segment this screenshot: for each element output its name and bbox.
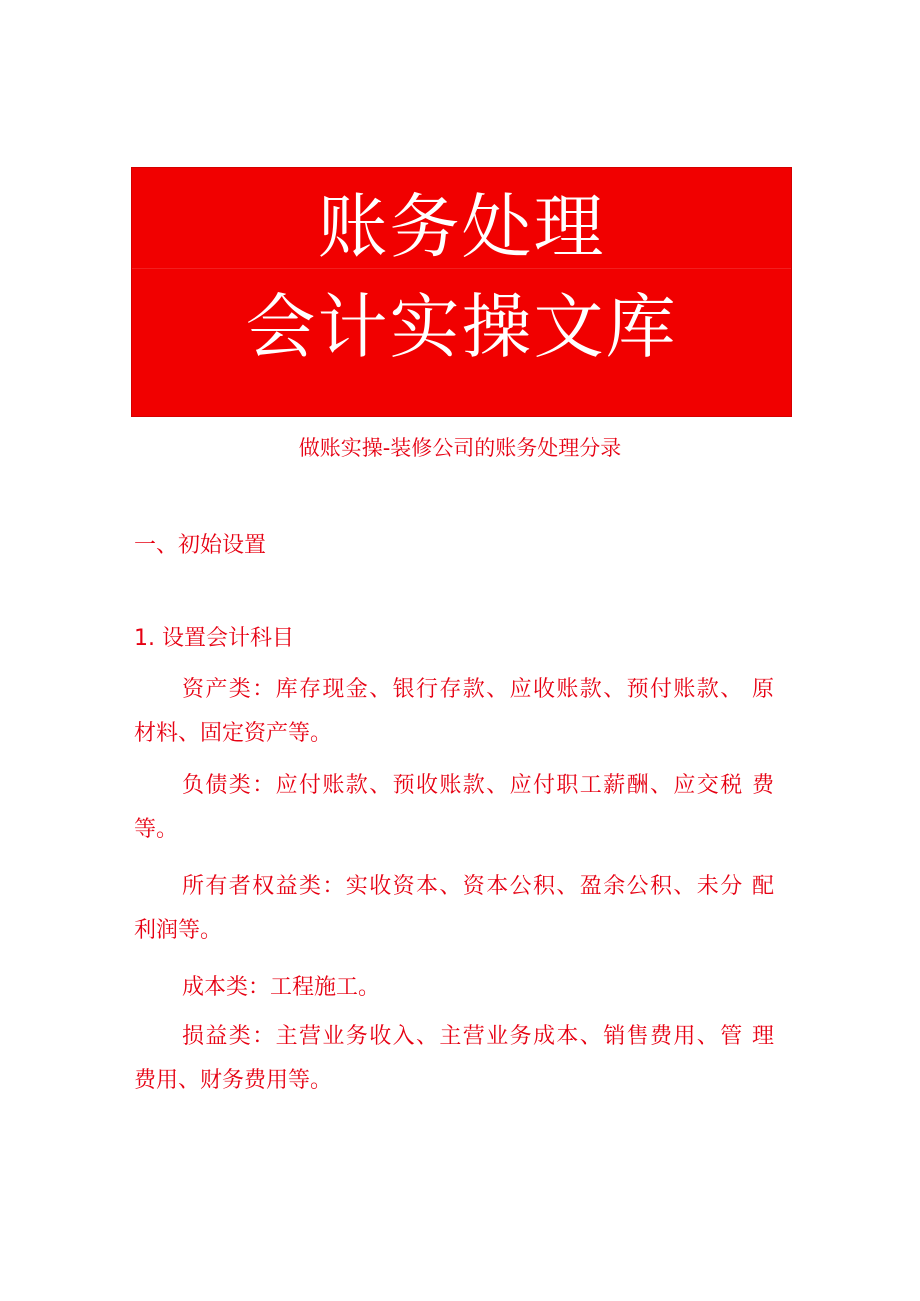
section-heading: 一、初始设置: [134, 533, 267, 558]
paragraph-line: 成本类：工程施工。: [182, 975, 381, 1000]
banner-divider: [132, 268, 791, 269]
paragraph-line: 资产类：库存现金、银行存款、应收账款、预付账款、 原: [182, 677, 774, 702]
title-banner: [131, 167, 792, 417]
paragraph-line: 材料、固定资产等。: [134, 721, 333, 746]
paragraph-line: 损益类：主营业务收入、主营业务成本、销售费用、管 理: [182, 1024, 774, 1049]
paragraph-equity: [134, 865, 774, 953]
sub-heading: 1. 设置会计科目: [134, 626, 294, 651]
paragraph-assets: [134, 668, 774, 756]
document-subtitle: 做账实操-装修公司的账务处理分录: [298, 436, 622, 460]
paragraph-line: 负债类：应付账款、预收账款、应付职工薪酬、应交税 费: [182, 773, 774, 798]
paragraph-line: 利润等。: [134, 918, 223, 943]
paragraph-cost: [134, 966, 774, 1010]
paragraph-profit-loss: [134, 1015, 774, 1103]
paragraph-line: 等。: [134, 817, 179, 842]
paragraph-liabilities: [134, 764, 774, 852]
banner-title-line-2: 会计实操文库: [245, 286, 678, 368]
banner-title-line-1: 账务处理: [317, 186, 606, 268]
paragraph-line: 所有者权益类：实收资本、资本公积、盈余公积、未分 配: [182, 874, 774, 899]
paragraph-line: 费用、财务费用等。: [134, 1068, 333, 1093]
